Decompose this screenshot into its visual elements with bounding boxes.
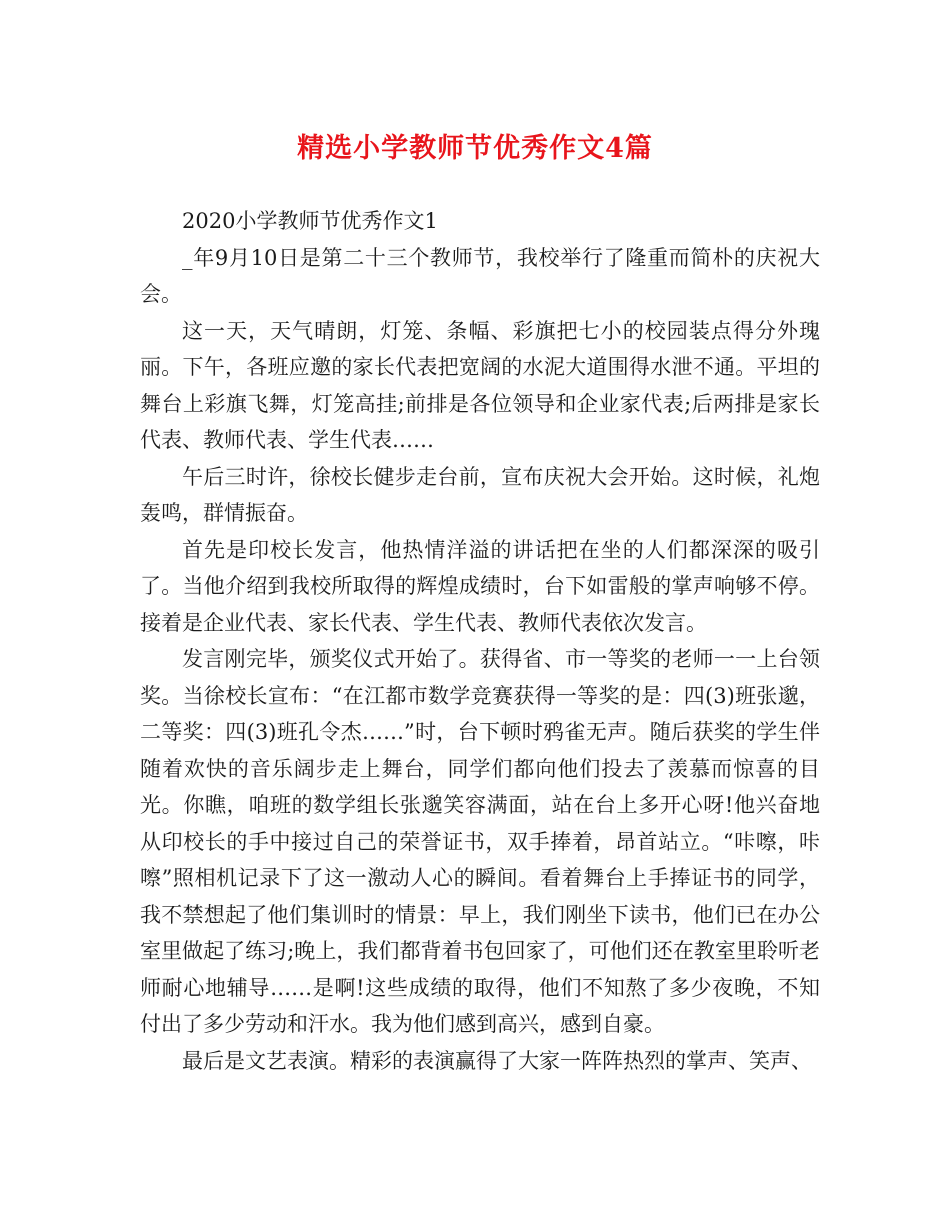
paragraph: 首先是印校长发言，他热情洋溢的讲话把在坐的人们都深深的吸引了。当他介绍到我校所取得的辉煌成绩时，台下如雷般的掌声响够不停。接着是企业代表、家长代表、学生代表、教师代表依次发言。 xyxy=(140,537,820,635)
paragraph: 午后三时许，徐校长健步走台前，宣布庆祝大会开始。这时候，礼炮轰鸣，群情振奋。 xyxy=(140,464,820,525)
paragraph: 这一天，天气晴朗，灯笼、条幅、彩旗把七小的校园装点得分外瑰丽。下午，各班应邀的家长代表把宽阔的水泥大道围得水泄不通。平坦的舞台上彩旗飞舞，灯笼高挂;前排是各位领导和企业家代表;后两排是家长代表、教师代表、学生代表…… xyxy=(140,318,820,452)
section-heading: 2020小学教师节优秀作文1 xyxy=(182,209,438,233)
document-body xyxy=(140,203,820,1079)
paragraph: _年9月10日是第二十三个教师节，我校举行了隆重而简朴的庆祝大会。 xyxy=(140,245,820,306)
paragraph: 发言刚完毕，颁奖仪式开始了。获得省、市一等奖的老师一一上台领奖。当徐校长宣布：“在江都市数学竞赛获得一等奖的是：四(3)班张邈，二等奖：四(3)班孔令杰……”时，台下顿时鸦雀无声。随后获奖的学生伴随着欢快的音乐阔步走上舞台，同学们都向他们投去了羡慕而惊喜的目光。你瞧，咱班的数学组长张邈笑容满面，站在台上多开心呀!他兴奋地从印校长的手中接过自己的荣誉证书，双手捧着，昂首站立。“咔嚓，咔嚓”照相机记录下了这一激动人心的瞬间。看着舞台上手捧证书的同学，我不禁想起了他们集训时的情景：早上，我们刚坐下读书，他们已在办公室里做起了练习;晚上，我们都背着书包回家了，可他们还在教室里聆听老师耐心地辅导……是啊!这些成绩的取得，他们不知熬了多少夜晚，不知付出了多少劳动和汗水。我为他们感到高兴，感到自豪。 xyxy=(140,647,820,1036)
document-title: 精选小学教师节优秀作文4篇 xyxy=(297,133,653,164)
paragraph: 最后是文艺表演。精彩的表演赢得了大家一阵阵热烈的掌声、笑声、 xyxy=(182,1048,812,1073)
